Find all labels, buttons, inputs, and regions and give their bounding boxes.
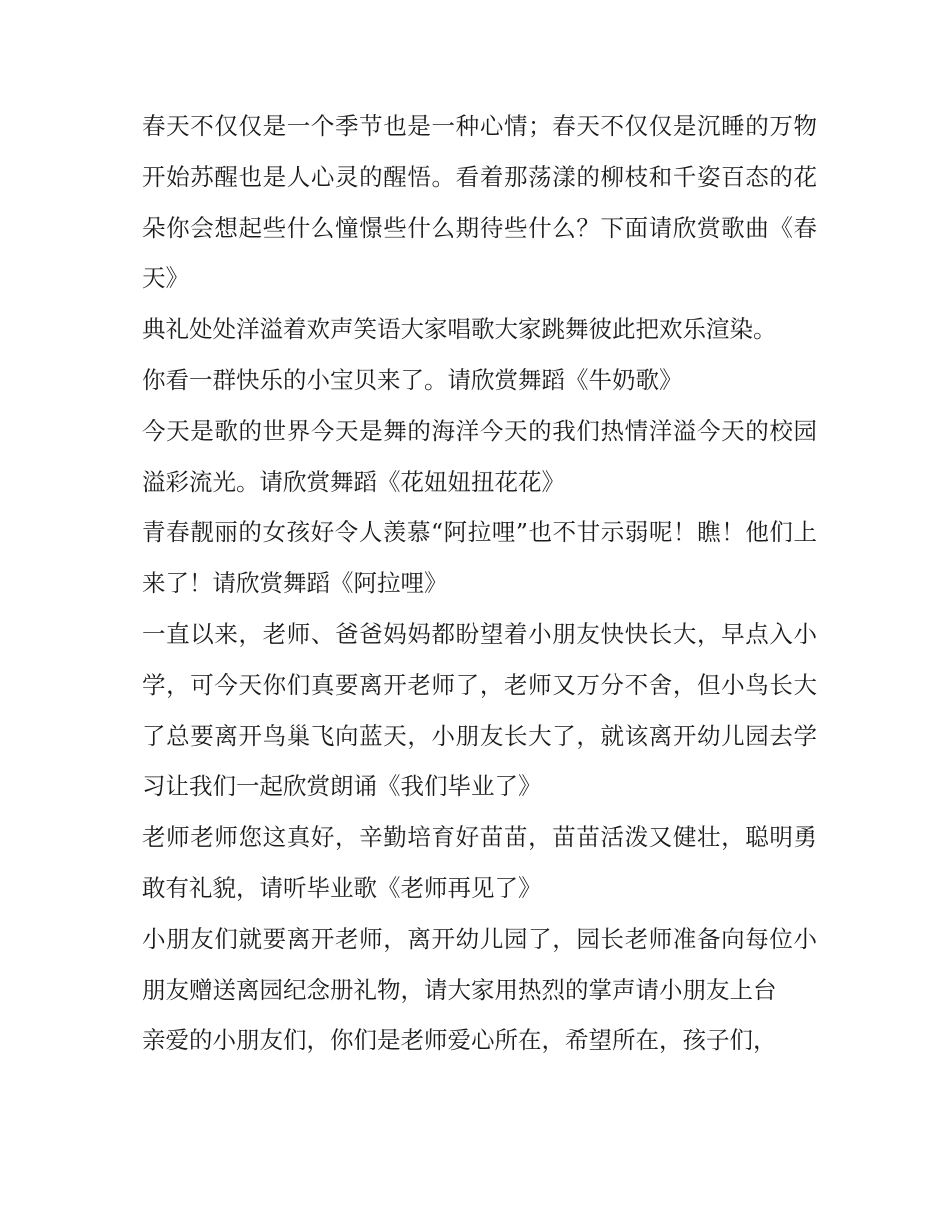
paragraph-dear-children: 亲爱的小朋友们，你们是老师爱心所在，希望所在，孩子们，	[142, 1026, 777, 1055]
paragraph-spring-song: 春天不仅仅是一个季节也是一种心情；春天不仅仅是沉睡的万物开始苏醒也是人心灵的醒悟。看着那荡漾的柳枝和千姿百态的花朵你会想起些什么憧憬些什么期待些什么？下面请欣赏歌曲《春天》	[142, 112, 817, 293]
paragraph-graduation-recital: 一直以来，老师、爸爸妈妈都盼望着小朋友快快长大，早点入小学，可今天你们真要离开老师了，老师又万分不舍，但小鸟长大了总要离开鸟巢飞向蓝天，小朋友长大了，就该离开幼儿园去学习让我们一起欣赏朗诵《我们毕业了》	[142, 619, 817, 801]
document-body	[142, 101, 817, 1066]
paragraph-flower-dance: 今天是歌的世界今天是舞的海洋今天的我们热情洋溢今天的校园溢彩流光。请欣赏舞蹈《花妞妞扭花花》	[142, 416, 817, 496]
paragraph-alali-dance: 青春靓丽的女孩好令人羡慕“阿拉哩”也不甘示弱呢！瞧！他们上来了！请欣赏舞蹈《阿拉哩》	[142, 518, 817, 598]
paragraph-milk-song-dance: 你看一群快乐的小宝贝来了。请欣赏舞蹈《牛奶歌》	[142, 365, 683, 394]
paragraph-ceremony: 典礼处处洋溢着欢声笑语大家唱歌大家跳舞彼此把欢乐渲染。	[142, 315, 777, 344]
paragraph-teacher-goodbye-song: 老师老师您这真好，辛勤培育好苗苗，苗苗活泼又健壮，聪明勇敢有礼貌，请听毕业歌《老师再见了》	[142, 823, 817, 902]
paragraph-memorial-gift: 小朋友们就要离开老师，离开幼儿园了，园长老师准备向每位小朋友赠送离园纪念册礼物，请大家用热烈的掌声请小朋友上台	[142, 924, 817, 1004]
